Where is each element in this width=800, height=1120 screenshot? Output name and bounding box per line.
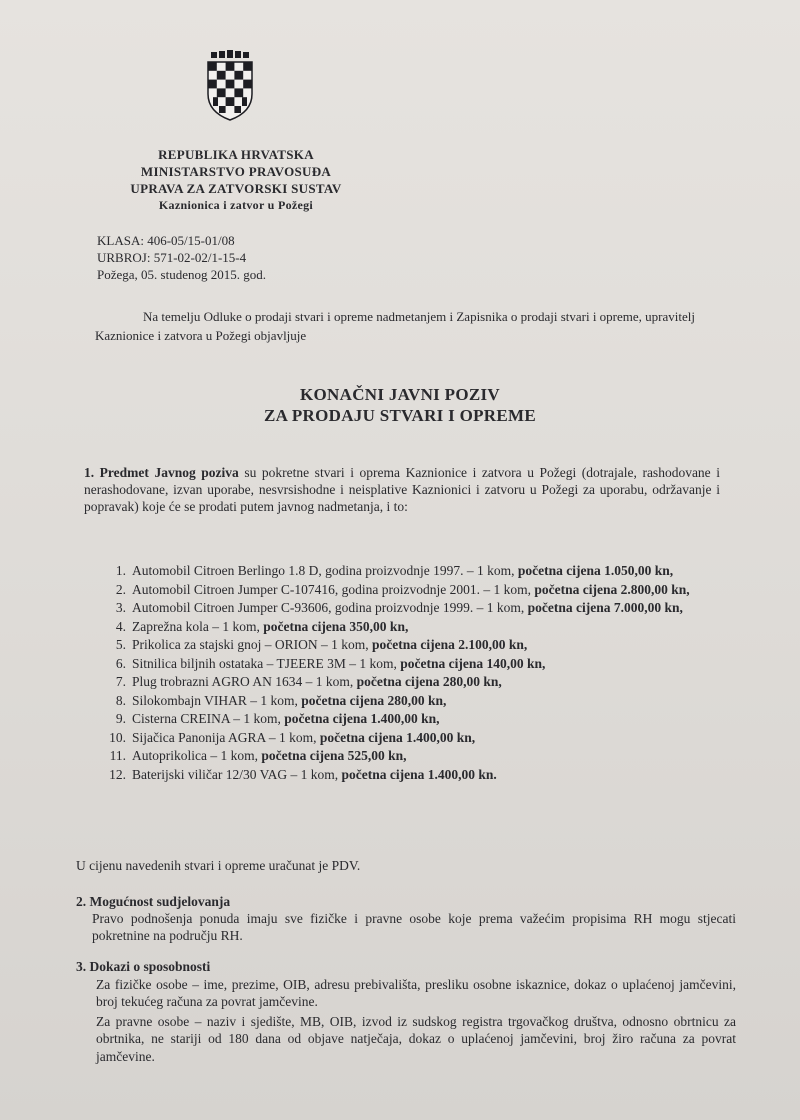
section-1-text: su pokretne stvari i oprema Kaznionice i zatvora u Požegi (dotrajale, rashodovane i nerashodovane, izvan uporabe, nesvrsishodne i neisplative Kaznionici i zatvoru u Požegi za uporabu, održavanje i popravak) koje će se prodati putem javnog nadmetanja, i to: — [84, 465, 720, 514]
intro-paragraph — [95, 307, 715, 345]
item-number: 12. — [109, 766, 126, 782]
item-number: 10. — [109, 729, 126, 745]
section-3-natural-persons: Za fizičke osobe – ime, prezime, OIB, adresu prebivališta, presliku osobne iskaznice, dokaz o uplaćenoj jamčevini, broj tekućeg računa za povrat jamčevine. — [96, 976, 736, 1009]
list-item — [100, 581, 720, 600]
item-description: Sijačica Panonija AGRA – 1 kom, — [132, 729, 320, 745]
list-item — [100, 729, 720, 748]
document-date: Požega, 05. studenog 2015. god. — [97, 267, 266, 282]
section-1-heading: 1. Predmet Javnog poziva — [84, 465, 239, 480]
list-item — [100, 710, 720, 729]
section-3-heading: 3. Dokazi o sposobnosti — [76, 959, 211, 974]
item-number: 6. — [115, 655, 126, 671]
section-3-body — [76, 976, 736, 1066]
item-description: Automobil Citroen Berlingo 1.8 D, godina proizvodnje 1997. – 1 kom, — [132, 563, 518, 578]
section-2-heading: 2. Mogućnost sudjelovanja — [76, 894, 231, 909]
header-institution: Kaznionica i zatvor u Požegi — [158, 198, 314, 212]
item-description: Autoprikolica – 1 kom, — [132, 748, 262, 763]
header-ministry: MINISTARSTVO PRAVOSUĐA — [140, 164, 332, 179]
klasa-number: KLASA: 406-05/15-01/08 — [97, 233, 235, 248]
item-price: početna cijena 7.000,00 kn, — [527, 600, 683, 615]
item-description: Plug trobrazni AGRO AN 1634 – 1 kom, — [132, 674, 357, 689]
header-administration: UPRAVA ZA ZATVORSKI SUSTAV — [130, 181, 342, 196]
list-item — [100, 655, 720, 674]
section-eligibility-proof — [76, 958, 736, 1067]
item-description: Automobil Citroen Jumper C-107416, godina proizvodnje 2001. – 1 kom, — [132, 581, 535, 597]
item-description: Automobil Citroen Jumper C-93606, godina proizvodnje 1999. – 1 kom, — [132, 600, 528, 615]
intro-text: Na temelju Odluke o prodaji stvari i opreme nadmetanjem i Zapisnika o prodaji stvari i opreme, upravitelj Kaznionice i zatvora u Požegi objavljuje — [95, 309, 695, 343]
item-price: početna cijena 2.800,00 kn, — [534, 581, 690, 597]
list-item — [100, 766, 720, 785]
item-price: početna cijena 1.050,00 kn, — [517, 563, 674, 578]
item-number: 3. — [115, 600, 126, 615]
section-subject — [84, 464, 720, 515]
item-price: početna cijena 280,00 kn, — [356, 674, 502, 689]
item-price: početna cijena 1.400,00 kn. — [341, 766, 497, 782]
list-item — [100, 673, 720, 692]
issuer-header — [96, 146, 376, 214]
list-item — [100, 747, 720, 766]
title-line-2: ZA PRODAJU STVARI I OPREME — [264, 406, 536, 425]
item-number: 5. — [115, 637, 126, 652]
item-price: početna cijena 1.400,00 kn, — [284, 711, 440, 726]
item-number: 11. — [109, 748, 126, 763]
urbroj-number: URBROJ: 571-02-02/1-15-4 — [97, 250, 247, 265]
item-price: početna cijena 525,00 kn, — [261, 748, 407, 763]
vat-note: U cijenu navedenih stvari i opreme uračunat je PDV. — [76, 858, 361, 873]
item-price: početna cijena 280,00 kn, — [301, 692, 447, 708]
section-3-legal-persons: Za pravne osobe – naziv i sjedište, MB, OIB, izvod iz sudskog registra trgovačkog društva, odnosno obrtnicu za obrtnika, ne stariji od 180 dana od objave natječaja, dokaz o uplaćenoj jamčevini, broj žiro računa za povrat jamčevine. — [96, 1013, 736, 1064]
item-description: Sitnilica biljnih ostataka – TJEERE 3M – 1 kom, — [132, 655, 401, 671]
list-item — [100, 562, 720, 581]
list-item — [100, 636, 720, 655]
item-description: Cisterna CREINA – 1 kom, — [132, 711, 285, 726]
item-number: 1. — [115, 563, 126, 578]
item-price: početna cijena 1.400,00 kn, — [319, 729, 476, 745]
list-item — [100, 599, 720, 618]
item-number: 2. — [115, 581, 126, 597]
title-line-1: KONAČNI JAVNI POZIV — [300, 385, 500, 404]
item-description: Zaprežna kola – 1 kom, — [132, 618, 264, 634]
items-list — [100, 562, 720, 784]
item-description: Prikolica za stajski gnoj – ORION – 1 kom, — [132, 637, 372, 652]
item-description: Silokombajn VIHAR – 1 kom, — [132, 692, 302, 708]
document-reference — [97, 232, 266, 283]
item-number: 4. — [115, 618, 126, 634]
item-price: početna cijena 140,00 kn, — [400, 655, 546, 671]
item-price: početna cijena 2.100,00 kn, — [371, 637, 528, 652]
document-title — [150, 384, 650, 426]
item-number: 9. — [115, 711, 126, 726]
item-price: početna cijena 350,00 kn, — [263, 618, 409, 634]
section-2-text: Pravo podnošenja ponuda imaju sve fizičke i pravne osobe koje prema važećim propisima RH mogu stjecati pokretnine na području RH. — [92, 911, 736, 943]
list-item — [100, 692, 720, 711]
item-description: Baterijski viličar 12/30 VAG – 1 kom, — [132, 766, 342, 782]
item-number: 8. — [115, 692, 126, 708]
section-participation — [76, 893, 736, 944]
item-number: 7. — [115, 674, 126, 689]
list-item — [100, 618, 720, 637]
croatian-coat-of-arms-icon — [205, 50, 255, 122]
header-republic: REPUBLIKA HRVATSKA — [158, 147, 314, 162]
